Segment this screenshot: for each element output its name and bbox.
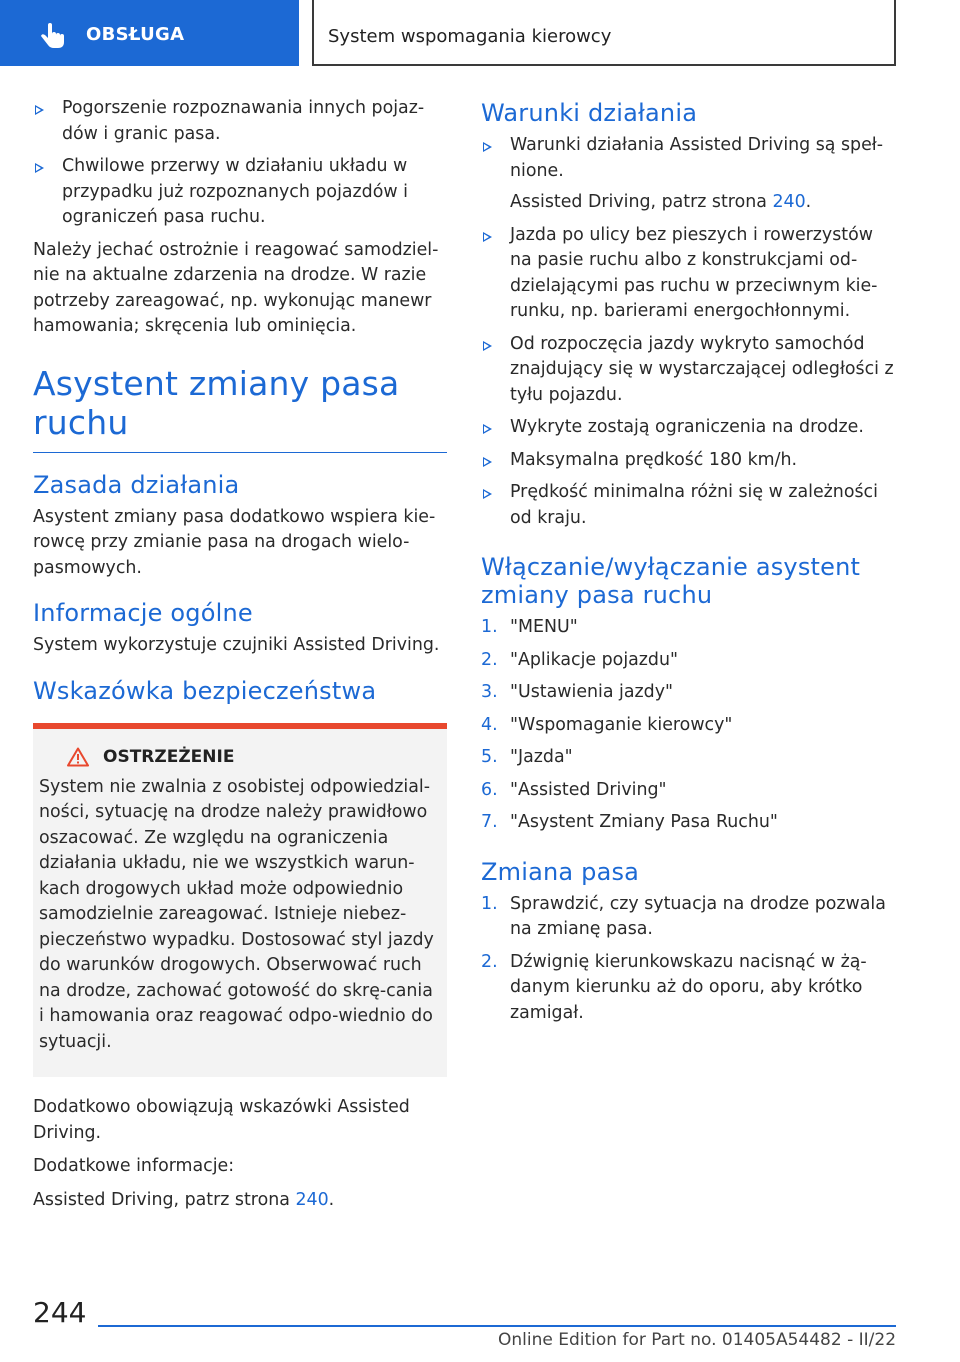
bullet-triangle-icon [35, 105, 44, 115]
section-title: OBSŁUGA [86, 24, 185, 45]
step-item: 1. "MENU" [481, 617, 578, 637]
step-item: 2. Dźwignię kierunkowskazu nacisnąć w żą-danym kierunku aż do oporu, aby krótko zamigał. [481, 951, 867, 1023]
change-heading: Zmiana pasa [481, 857, 640, 886]
step-item: 4. "Wspomaganie kierowcy" [481, 714, 733, 735]
conditions-heading: Warunki działania [481, 99, 698, 127]
bullet-triangle-icon [483, 341, 492, 351]
safety-heading: Wskazówka bezpieczeństwa [33, 676, 377, 705]
page-link[interactable]: 240 [772, 192, 806, 212]
bullet-triangle-icon [483, 142, 492, 152]
step-item: 7. "Asystent Zmiany Pasa Ruchu" [481, 812, 778, 832]
additional-info-label: Dodatkowe informacje: [33, 1156, 235, 1176]
warning-triangle-icon [67, 747, 89, 767]
intro-paragraph: Należy jechać ostrożnie i reagować samodziel-nie na aktualne zdarzenia na drodze. W razie potrzeby zareagować, np. wykonując manewr hamowania; skręcenia lub ominięcia. [33, 239, 439, 336]
section-tab [0, 0, 299, 66]
additional-notes: Dodatkowo obowiązują wskazówki Assisted Driving. [33, 1097, 410, 1143]
chapter-header [312, 0, 896, 66]
left-column [33, 96, 447, 1221]
step-item: 3. "Ustawienia jazdy" [481, 682, 674, 702]
principle-text: Asystent zmiany pasa dodatkowo wspiera kie-rowcę przy zmianie pasa na drogach wielo-pasmowych. [33, 506, 436, 578]
list-item: Jazda po ulicy bez pieszych i rowerzystów na pasie ruchu albo z konstrukcjami od-dzielającymi pas ruchu w przeciwnym kie-runku, np. barierami energochłonnymi. [481, 223, 895, 325]
general-heading: Informacje ogólne [33, 599, 253, 627]
chapter-title: System wspomagania kierowcy [328, 26, 612, 47]
page-number: 244 [33, 1296, 87, 1329]
step-item: 5. "Jazda" [481, 747, 573, 767]
warning-box [33, 723, 447, 1078]
warning-text: System nie zwalnia z osobistej odpowiedzial-ności, sytuację na drodze należy prawidłowo oszacować. Ze względu na ograniczenia działania układu, nie we wszystkich warun-kach drogowych układ może odpowiednio samodzielnie zareagować. Istnieje niebez-pieczeństwo wypadku. Dostosować styl jazdy do warunków drogowych. Obserwować ruch na drodze, zachować gotowość do skrę-cania i hamowania oraz reagować odpo-wiednio do sytuacji. [39, 776, 434, 1052]
bullet-triangle-icon [483, 232, 492, 242]
toggle-heading: Włączanie/wyłączanie asystent zmiany pasa ruchu [481, 553, 861, 609]
list-item: Maksymalna prędkość 180 km/h. [481, 448, 895, 474]
page-link[interactable]: 240 [295, 1189, 329, 1210]
page-reference: Assisted Driving, patrz strona 240. [33, 1189, 335, 1210]
list-item: Warunki działania Assisted Driving są speł-nione. Assisted Driving, patrz strona 240. [481, 133, 895, 216]
list-item: Wykryte zostają ograniczenia na drodze. [481, 415, 895, 441]
step-item: 1. Sprawdzić, czy sytuacja na drodze pozwala na zmianę pasa. [481, 893, 886, 939]
list-item: Chwilowe przerwy w działaniu układu w przypadku już rozpoznanych pojazdów i ograniczeń pasa ruchu. [33, 154, 447, 231]
main-heading: Asystent zmiany pasa ruchu [33, 364, 447, 453]
page-reference: Assisted Driving, patrz strona 240. [510, 192, 812, 212]
step-item: 6. "Assisted Driving" [481, 779, 667, 800]
bullet-triangle-icon [483, 457, 492, 467]
footer-divider [98, 1325, 896, 1327]
hand-pointer-icon [38, 22, 68, 52]
bullet-triangle-icon [35, 163, 44, 173]
warning-header [39, 747, 439, 767]
bullet-triangle-icon [483, 489, 492, 499]
list-item: Prędkość minimalna różni się w zależności od kraju. [481, 480, 895, 531]
bullet-triangle-icon [483, 424, 492, 434]
list-item: Od rozpoczęcia jazdy wykryto samochód znajdujący się w wystarczającej odległości z tyłu pojazdu. [481, 332, 895, 409]
principle-heading: Zasada działania [33, 470, 240, 499]
step-item: 2. "Aplikacje pojazdu" [481, 649, 678, 670]
edition-label: Online Edition for Part no. 01405A54482 - II/22 [498, 1330, 897, 1350]
list-item: Pogorszenie rozpoznawania innych pojaz-dów i granic pasa. [33, 96, 447, 147]
right-column [481, 96, 895, 1033]
warning-title: OSTRZEŻENIE [103, 746, 235, 767]
general-text: System wykorzystuje czujniki Assisted Driving. [33, 635, 440, 655]
